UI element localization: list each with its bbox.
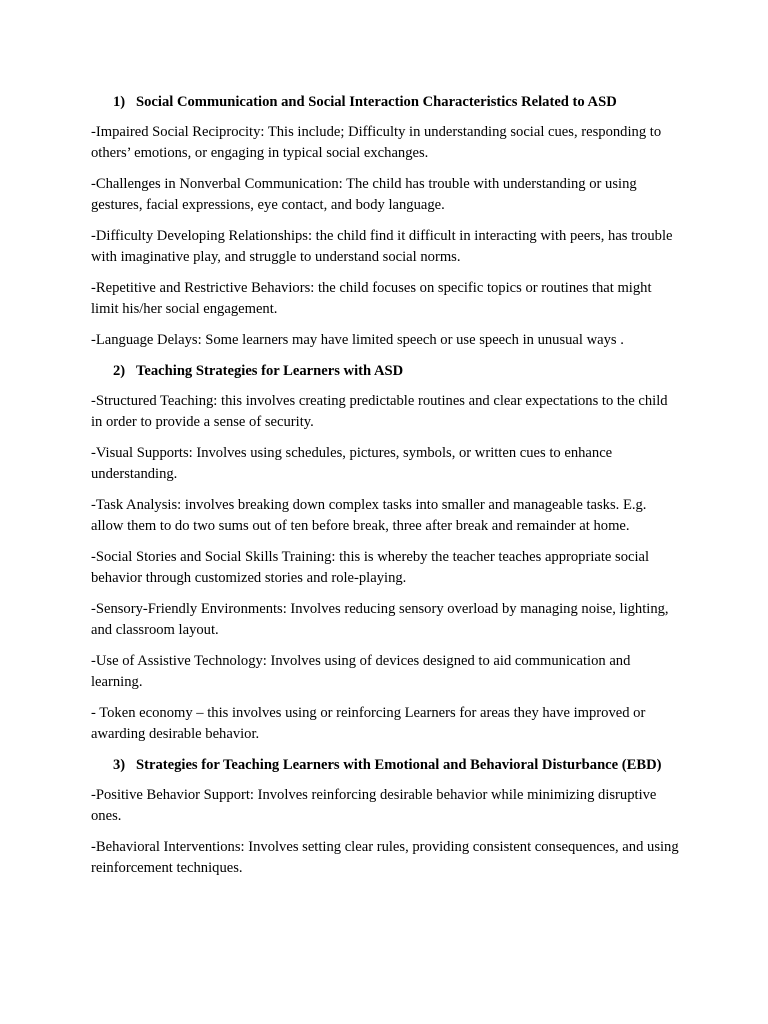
section-number: 3) xyxy=(113,757,126,773)
paragraph: -Difficulty Developing Relationships: the child find it difficult in interacting with peers, has trouble with imaginative play, and struggle to understand social norms. xyxy=(91,228,673,265)
paragraph: -Repetitive and Restrictive Behaviors: the child focuses on specific topics or routines that might limit his/her social engagement. xyxy=(91,280,652,317)
section-title: Teaching Strategies for Learners with ASD xyxy=(136,363,404,379)
section-number: 2) xyxy=(113,363,126,379)
section-title: Strategies for Teaching Learners with Emotional and Behavioral Disturbance (EBD) xyxy=(136,757,662,773)
paragraph: -Positive Behavior Support: Involves reinforcing desirable behavior while minimizing disruptive ones. xyxy=(91,787,657,824)
section-heading-3 xyxy=(91,755,681,776)
paragraph: -Use of Assistive Technology: Involves using of devices designed to aid communication and learning. xyxy=(91,653,631,690)
paragraph: -Impaired Social Reciprocity: This include; Difficulty in understanding social cues, responding to others’ emotions, or engaging in typical social exchanges. xyxy=(91,124,662,161)
paragraph: -Visual Supports: Involves using schedules, pictures, symbols, or written cues to enhance understanding. xyxy=(91,445,613,482)
section-number: 1) xyxy=(113,94,126,110)
paragraph: -Behavioral Interventions: Involves setting clear rules, providing consistent consequences, and using reinforcement techniques. xyxy=(91,839,679,876)
section-heading-2 xyxy=(91,361,681,382)
paragraph: -Task Analysis: involves breaking down complex tasks into smaller and manageable tasks. E.g. allow them to do two sums out of ten before break, three after break and remainder at home. xyxy=(91,497,647,534)
section-title: Social Communication and Social Interaction Characteristics Related to ASD xyxy=(136,94,617,110)
paragraph: - Token economy – this involves using or reinforcing Learners for areas they have improved or awarding desirable behavior. xyxy=(91,705,646,742)
document-body xyxy=(91,92,681,889)
paragraph: -Challenges in Nonverbal Communication: The child has trouble with understanding or using gestures, facial expressions, eye contact, and body language. xyxy=(91,176,637,213)
paragraph: -Language Delays: Some learners may have limited speech or use speech in unusual ways . xyxy=(91,332,624,348)
paragraph: -Social Stories and Social Skills Training: this is whereby the teacher teaches appropriate social behavior through customized stories and role-playing. xyxy=(91,549,650,586)
section-heading-1 xyxy=(91,92,681,113)
paragraph: -Structured Teaching: this involves creating predictable routines and clear expectations to the child in order to provide a sense of security. xyxy=(91,393,668,430)
paragraph: -Sensory-Friendly Environments: Involves reducing sensory overload by managing noise, lighting, and classroom layout. xyxy=(91,601,669,638)
